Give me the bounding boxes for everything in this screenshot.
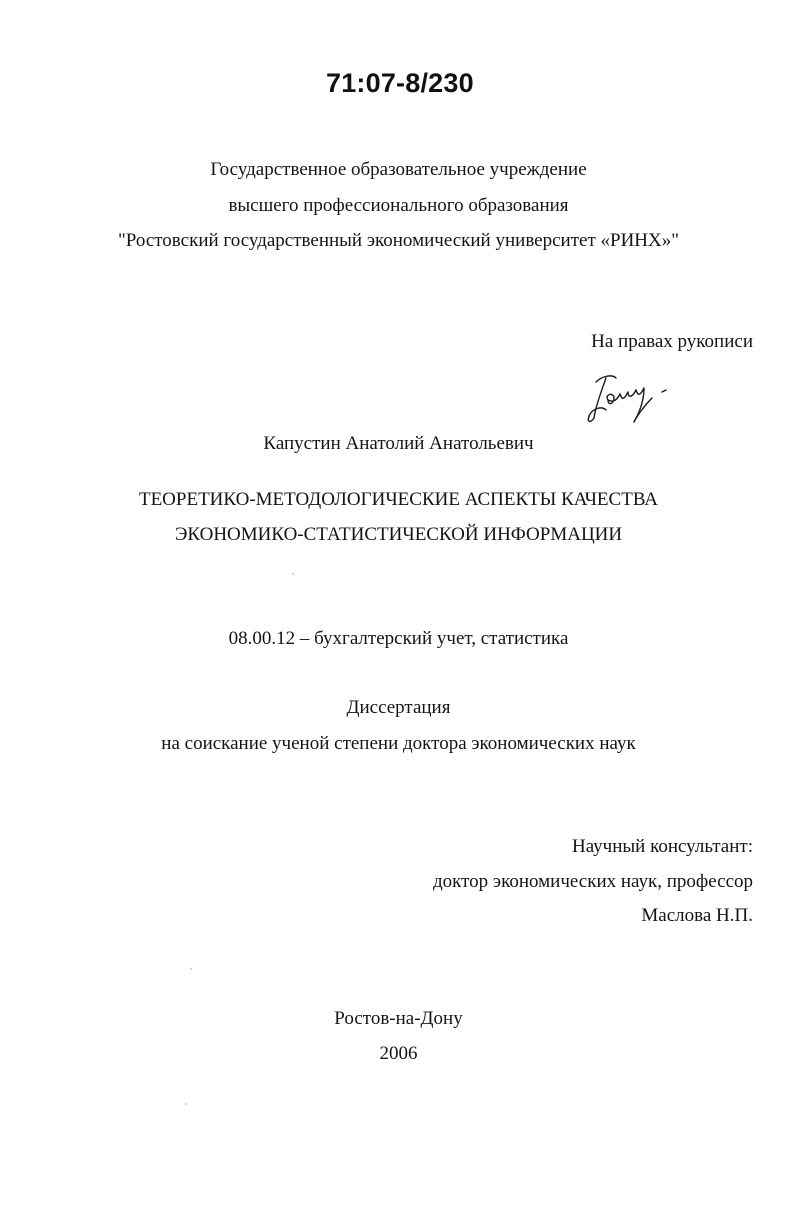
scan-speck xyxy=(190,968,192,970)
signature-icon xyxy=(582,366,676,428)
advisor-name: Маслова Н.П. xyxy=(641,905,753,926)
degree-line-2: на соискание ученой степени доктора экономических наук xyxy=(161,733,636,754)
author-name: Капустин Анатолий Анатольевич xyxy=(263,433,534,454)
title-line-1: ТЕОРЕТИКО-МЕТОДОЛОГИЧЕСКИЕ АСПЕКТЫ КАЧЕСТВА xyxy=(138,489,659,510)
scan-speck xyxy=(292,573,294,575)
degree-line-1: Диссертация xyxy=(346,697,451,718)
institution-line-1: Государственное образовательное учреждение xyxy=(210,159,587,180)
archive-code: 71:07-8/230 xyxy=(326,68,474,98)
manuscript-note: На правах рукописи xyxy=(591,331,753,352)
advisor-credentials: доктор экономических наук, профессор xyxy=(432,871,753,892)
specialty: 08.00.12 – бухгалтерский учет, статистика xyxy=(228,628,569,649)
place: Ростов-на-Дону xyxy=(334,1008,463,1029)
advisor-label: Научный консультант: xyxy=(571,836,753,857)
scan-speck xyxy=(185,1103,187,1105)
title-line-2: ЭКОНОМИКО-СТАТИСТИЧЕСКОЙ ИНФОРМАЦИИ xyxy=(174,524,623,545)
institution-line-2: высшего профессионального образования xyxy=(228,195,569,216)
institution-line-3: "Ростовский государственный экономический университет «РИНХ»" xyxy=(118,230,679,251)
year: 2006 xyxy=(379,1043,418,1064)
